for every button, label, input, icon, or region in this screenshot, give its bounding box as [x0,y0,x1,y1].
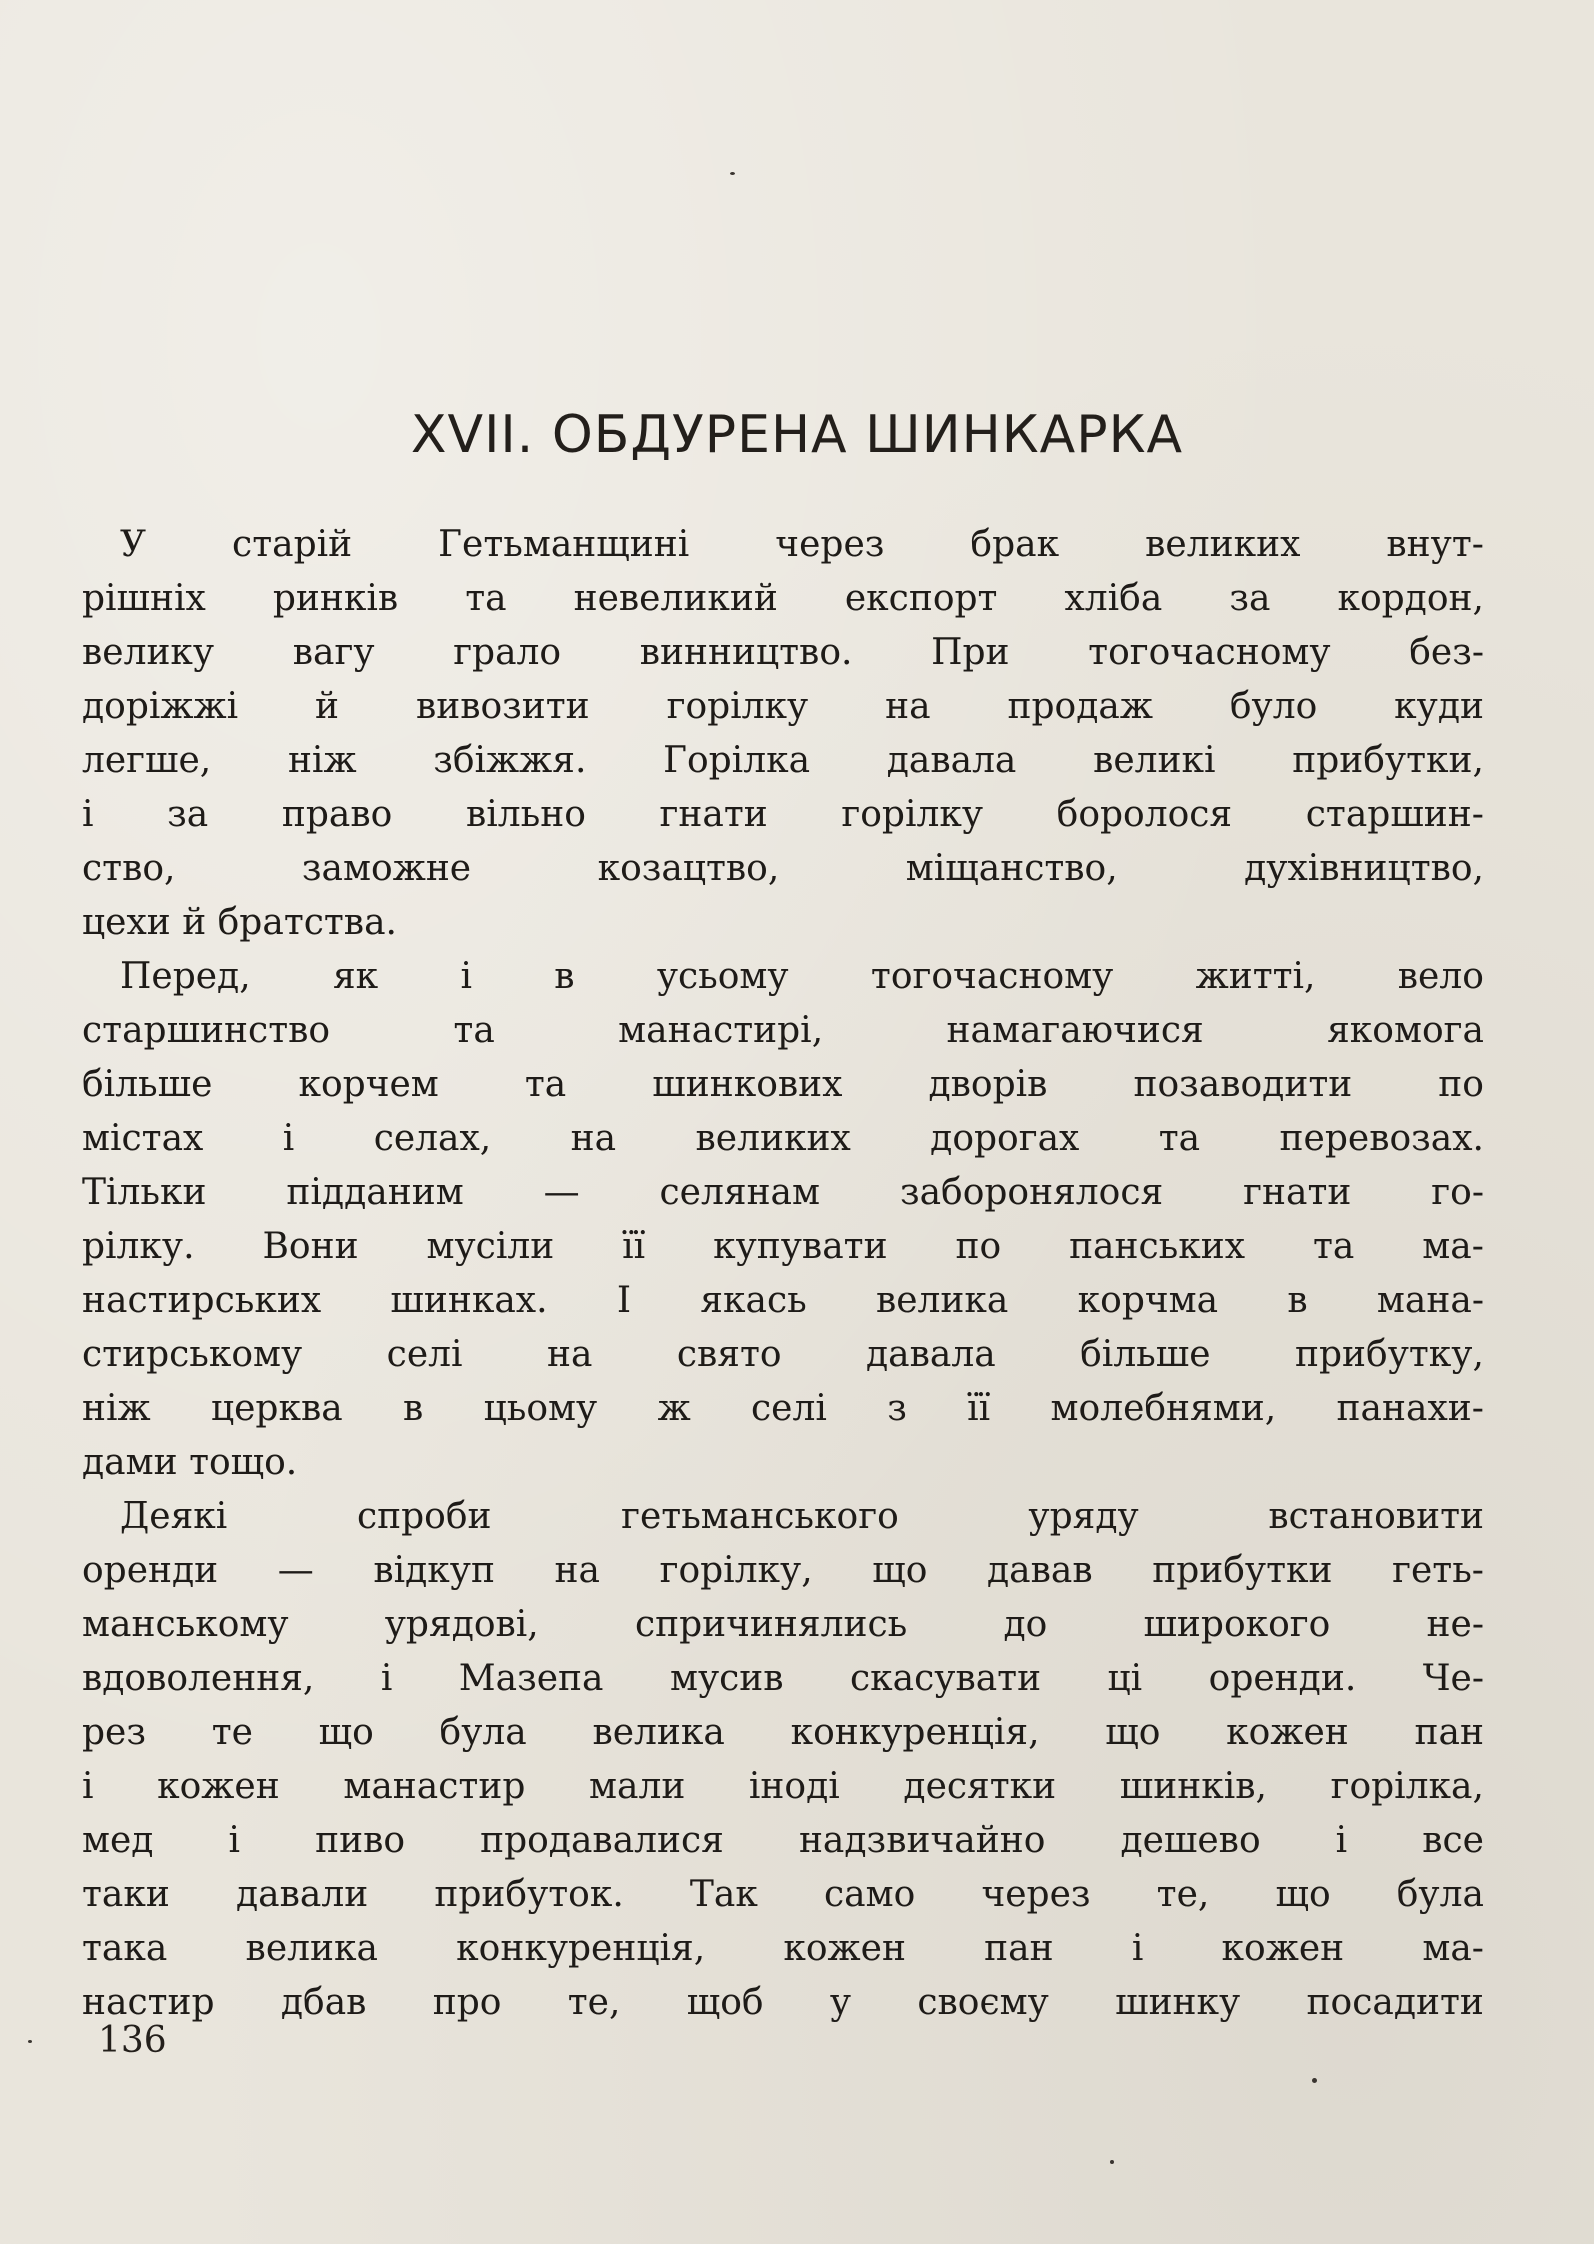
word: ж [657,1388,691,1429]
word: не- [1426,1604,1484,1645]
word: манському [82,1604,289,1645]
word: на [554,1550,601,1591]
word: і [1335,1820,1348,1861]
word: гнати [1243,1172,1352,1213]
word: мусив [669,1658,784,1699]
word: панських [1069,1226,1246,1267]
word: у [829,1982,852,2023]
word: з [887,1388,907,1429]
word: що [872,1550,928,1591]
word: урядові, [384,1604,539,1645]
word: корчем [298,1064,439,1105]
word: усьому [656,956,789,997]
text-line [82,1112,1484,1166]
word: гетьманського [621,1496,899,1537]
word: велику [82,632,215,673]
word: своєму [917,1982,1049,2023]
word: та [465,578,507,619]
word: без- [1409,632,1484,673]
word: пан [1414,1712,1484,1753]
word: великі [1093,740,1216,781]
word: більше [82,1064,213,1105]
word: ніж [287,740,357,781]
word: кожен [1221,1928,1345,1969]
word: та [1312,1226,1355,1267]
word: заборонялося [899,1172,1164,1213]
word: і [282,1118,295,1159]
word: велика [875,1280,1009,1321]
word: старшинство [82,1010,331,1051]
text-line [82,1058,1484,1112]
word: була [1396,1874,1484,1915]
word: — [277,1550,314,1591]
word: куди [1394,686,1484,727]
word: шинкових [652,1064,843,1105]
word: го- [1431,1172,1484,1213]
word: само [824,1874,916,1915]
word: те [211,1712,253,1753]
text-line [82,572,1484,626]
word: ство, [82,848,176,889]
word: через [981,1874,1091,1915]
text-line [82,1328,1484,1382]
word: була [439,1712,527,1753]
word: заможне [301,848,472,889]
word: боролося [1056,794,1233,835]
word: конкуренція, [790,1712,1040,1753]
chapter-body [82,518,1484,2030]
text-line [82,1652,1484,1706]
word: її [622,1226,646,1267]
word: посадити [1306,1982,1484,2023]
word: гнати [659,794,768,835]
word: старій [232,524,353,565]
word: оренди [82,1550,219,1591]
word: старшин- [1305,794,1484,835]
word: міщанство, [905,848,1118,889]
text-line [82,1760,1484,1814]
word: давала [866,1334,996,1375]
text-line [82,1220,1484,1274]
word: таки [82,1874,170,1915]
word: більше [1080,1334,1211,1375]
word: давав [987,1550,1093,1591]
word: Горілка [663,740,811,781]
text-line [82,950,1484,1004]
word: ці [1107,1658,1143,1699]
word: горілку [666,686,809,727]
word: Деякі [120,1496,228,1537]
word: панахи- [1336,1388,1484,1429]
word: містах [82,1118,204,1159]
word: все [1422,1820,1484,1861]
word: до [1003,1604,1048,1645]
word: прибутки [1152,1550,1333,1591]
word: давала [886,740,1017,781]
word: мед [82,1820,154,1861]
word: рез [82,1712,146,1753]
word: селі [751,1388,827,1429]
word: перевозах. [1279,1118,1484,1159]
word: прибуток. [434,1874,624,1915]
text-line [82,626,1484,680]
word: шинку [1115,1982,1241,2023]
word: уряду [1028,1496,1139,1537]
word: та [524,1064,567,1105]
word: ма- [1422,1226,1484,1267]
word: і [460,956,472,997]
word: як [332,956,379,997]
word: настир [82,1982,215,2023]
word: хліба [1064,578,1163,619]
page-number: 136 [98,2020,167,2061]
word: Мазепа [458,1658,604,1699]
word: І [616,1280,632,1321]
word: селянам [659,1172,821,1213]
word: Че- [1422,1658,1484,1699]
word: рілку. [82,1226,195,1267]
word: експорт [844,578,998,619]
word: Так [689,1874,758,1915]
text-line [82,1814,1484,1868]
word: щоб [686,1982,764,2023]
word: і [82,794,94,835]
word: купувати [713,1226,888,1267]
word: те, [1156,1874,1210,1915]
word: легше, [82,740,212,781]
word: що [1275,1874,1331,1915]
word: великих [695,1118,851,1159]
text-line [82,1382,1484,1436]
word: підданим [286,1172,464,1213]
word: Тільки [82,1172,207,1213]
word: її [967,1388,991,1429]
word: велика [245,1928,378,1969]
word: спричинялись [634,1604,908,1645]
word: було [1229,686,1318,727]
text-line [82,1706,1484,1760]
word: широкого [1143,1604,1331,1645]
word: і [228,1820,241,1861]
word: така [82,1928,168,1969]
word: вагу [292,632,375,673]
word: кожен [1226,1712,1349,1753]
text-line [82,518,1484,572]
word: настирських [82,1280,322,1321]
word: пан [984,1928,1054,1969]
text-line [82,1922,1484,1976]
print-speck [28,2040,32,2043]
word: кожен [783,1928,906,1969]
word: церква [210,1388,343,1429]
text-line [82,1598,1484,1652]
word: козацтво, [597,848,780,889]
word: десятки [903,1766,1057,1807]
word: Вони [262,1226,359,1267]
text-line [82,1976,1484,2030]
word: селах, [373,1118,492,1159]
word: через [775,524,885,565]
word: якась [700,1280,807,1321]
word: тогочасному [870,956,1114,997]
word: і [380,1658,393,1699]
word: дбав [280,1982,367,2023]
word: по [955,1226,1002,1267]
word: на [546,1334,593,1375]
text-line [82,788,1484,842]
word: продавалися [480,1820,724,1861]
text-line [82,734,1484,788]
text-line [82,1274,1484,1328]
word: вдоволення, [82,1658,315,1699]
word: вільно [465,794,586,835]
word: мана- [1376,1280,1484,1321]
word: мали [588,1766,686,1807]
word: внут- [1386,524,1484,565]
word: прибутки, [1292,740,1484,781]
text-line: цехи й братства. [82,902,397,943]
word: на [570,1118,617,1159]
word: грало [453,632,562,673]
word: селі [386,1334,463,1375]
word: в [1287,1280,1308,1321]
word: велика [592,1712,725,1753]
print-speck [730,172,735,175]
word: вело [1397,956,1484,997]
word: прибутку, [1294,1334,1484,1375]
word: пиво [315,1820,406,1861]
word: духівництво, [1244,848,1484,889]
word: якомога [1327,1010,1484,1051]
word: ніж [82,1388,151,1429]
text-line [82,1868,1484,1922]
word: й [315,686,340,727]
word: манастир [343,1766,526,1807]
chapter-title: XVII. ОБДУРЕНА ШИНКАРКА [410,405,1184,465]
word: рішніх [82,578,206,619]
word: доріжжі [82,686,239,727]
word: кордон, [1337,578,1484,619]
word: У [120,524,147,565]
word: те, [567,1982,621,2023]
word: право [281,794,393,835]
word: мусіли [426,1226,555,1267]
word: і [82,1766,94,1807]
word: і [1131,1928,1144,1969]
word: та [1158,1118,1201,1159]
text-line: дами тощо. [82,1442,298,1483]
word: корчма [1077,1280,1219,1321]
word: про [432,1982,502,2023]
word: молебнями, [1050,1388,1277,1429]
word: позаводити [1133,1064,1353,1105]
word: оренди. [1208,1658,1357,1699]
word: винництво. [639,632,853,673]
text-line [82,1004,1484,1058]
word: дворів [928,1064,1048,1105]
word: манастирі, [618,1010,824,1051]
word: дешево [1120,1820,1261,1861]
word: кожен [157,1766,280,1807]
text-line [82,1544,1484,1598]
word: іноді [748,1766,840,1807]
word: шинків, [1119,1766,1267,1807]
word: Перед, [120,956,251,997]
text-line [82,1166,1484,1220]
word: за [167,794,209,835]
word: та [453,1010,495,1051]
word: свято [676,1334,782,1375]
word: збіжжя. [433,740,587,781]
word: продаж [1007,686,1153,727]
word: надзвичайно [798,1820,1046,1861]
word: брак [970,524,1060,565]
print-speck [1312,2078,1317,2083]
word: вивозити [415,686,590,727]
word: в [403,1388,424,1429]
word: горілка, [1330,1766,1484,1807]
word: давали [236,1874,369,1915]
word: шинках. [390,1280,548,1321]
word: що [1105,1712,1161,1753]
word: за [1229,578,1271,619]
word: відкуп [373,1550,495,1591]
word: дорогах [930,1118,1080,1159]
text-line [82,842,1484,896]
text-line [82,680,1484,734]
word: горілку, [659,1550,813,1591]
word: невеликий [573,578,778,619]
word: житті, [1195,956,1316,997]
word: конкуренція, [456,1928,706,1969]
word: горілку [841,794,984,835]
word: що [318,1712,374,1753]
print-speck [1110,2160,1114,2164]
word: ринків [272,578,399,619]
word: Гетьманщині [438,524,690,565]
word: геть- [1392,1550,1484,1591]
word: скасувати [849,1658,1042,1699]
word: по [1438,1064,1484,1105]
word: великих [1145,524,1301,565]
text-line [82,1490,1484,1544]
word: тогочасному [1088,632,1331,673]
word: цьому [483,1388,598,1429]
word: ма- [1422,1928,1484,1969]
word: — [543,1172,580,1213]
word: спроби [356,1496,492,1537]
word: на [885,686,931,727]
word: стирському [82,1334,303,1375]
word: в [554,956,575,997]
word: При [931,632,1010,673]
word: намагаючися [946,1010,1204,1051]
word: встановити [1268,1496,1484,1537]
